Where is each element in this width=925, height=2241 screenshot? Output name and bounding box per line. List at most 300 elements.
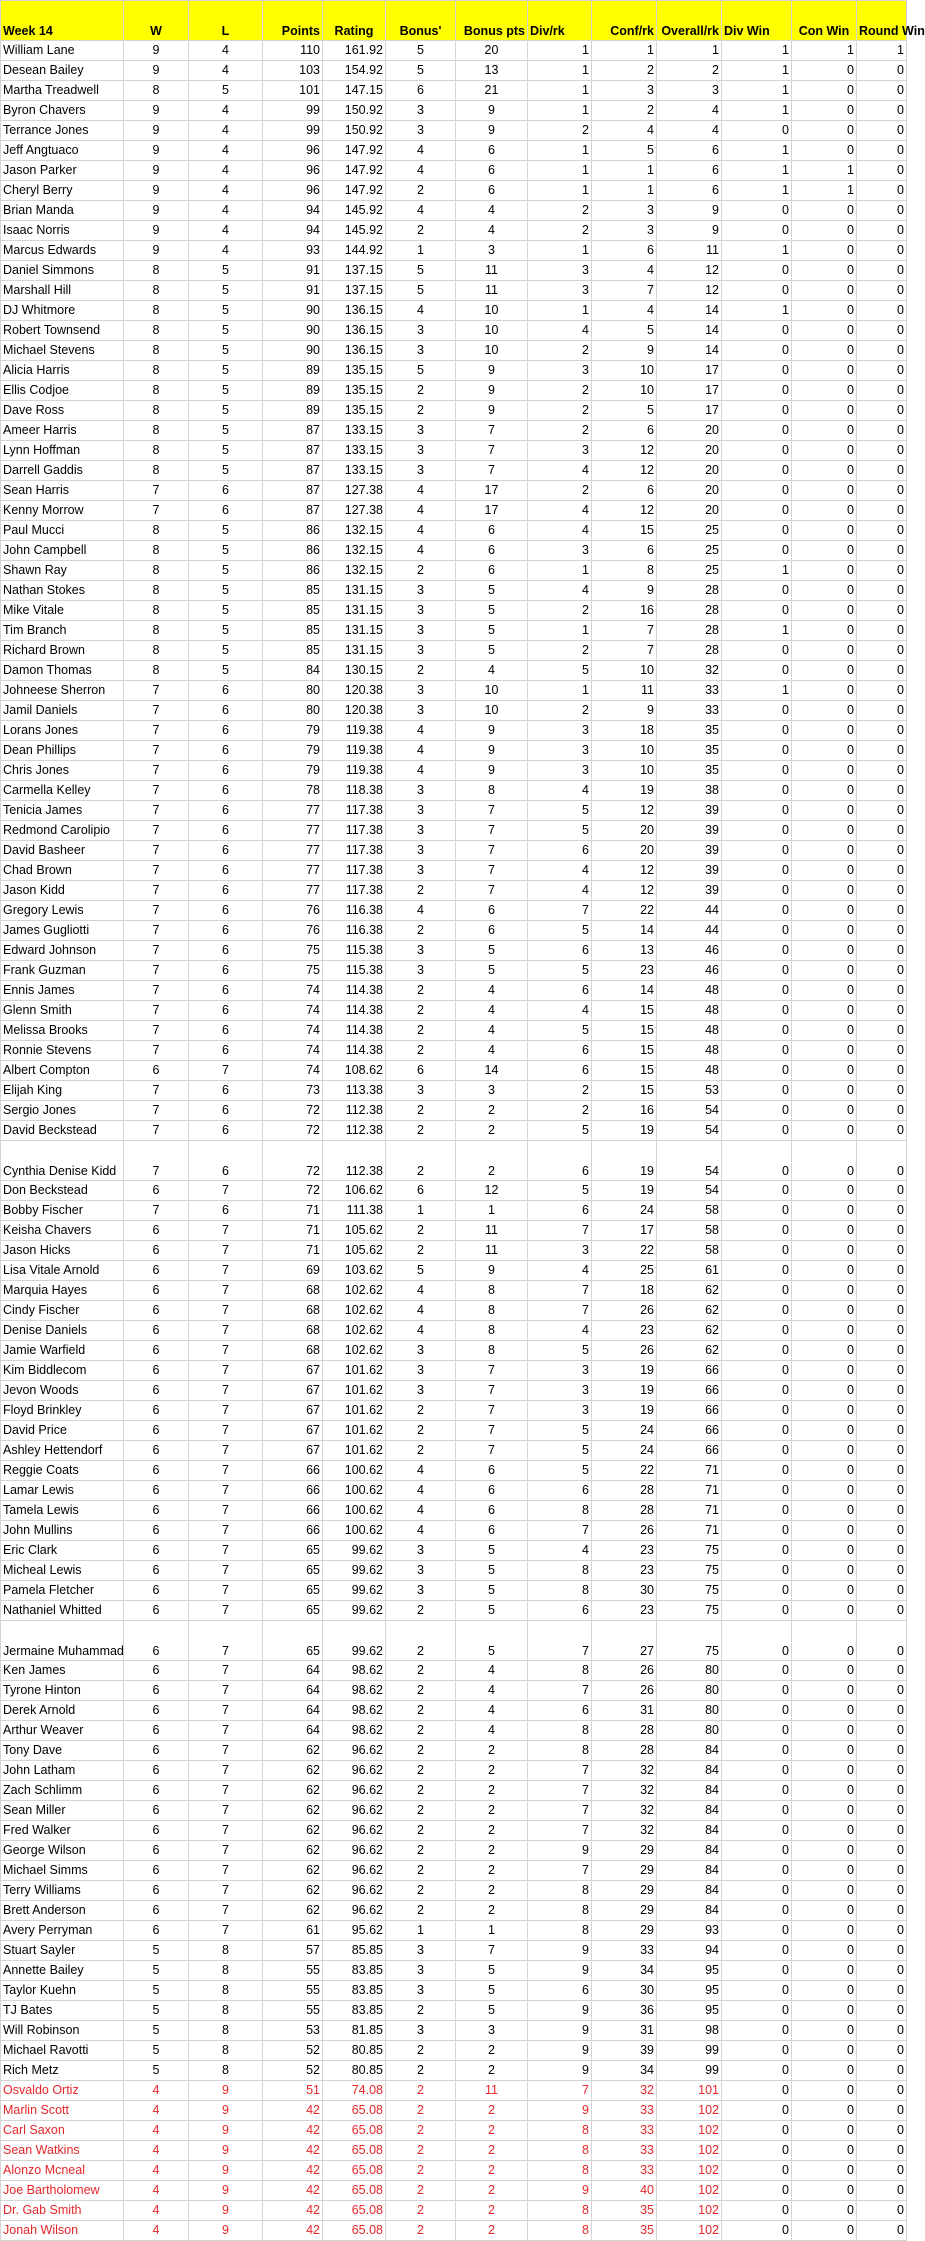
player-name[interactable]: Sergio Jones: [1, 1101, 124, 1121]
con-win-cell[interactable]: 0: [792, 1061, 857, 1081]
points-cell[interactable]: 76: [263, 921, 323, 941]
overall-rank-cell[interactable]: 71: [657, 1501, 722, 1521]
bonus-cell[interactable]: 2: [386, 1241, 456, 1261]
overall-rank-cell[interactable]: 46: [657, 961, 722, 981]
losses-cell[interactable]: 7: [189, 1921, 263, 1941]
points-cell[interactable]: 79: [263, 741, 323, 761]
rating-cell[interactable]: 96.62: [323, 1841, 386, 1861]
bonus-pts-cell[interactable]: 5: [456, 1541, 528, 1561]
player-name[interactable]: Ronnie Stevens: [1, 1041, 124, 1061]
player-name[interactable]: Arthur Weaver: [1, 1721, 124, 1741]
div-rank-cell[interactable]: 3: [528, 441, 592, 461]
round-win-cell[interactable]: 0: [857, 1141, 907, 1181]
wins-cell[interactable]: 8: [124, 661, 189, 681]
losses-cell[interactable]: 7: [189, 1781, 263, 1801]
points-cell[interactable]: 89: [263, 401, 323, 421]
rating-cell[interactable]: 132.15: [323, 521, 386, 541]
overall-rank-cell[interactable]: 39: [657, 861, 722, 881]
player-name[interactable]: Tenicia James: [1, 801, 124, 821]
points-cell[interactable]: 94: [263, 221, 323, 241]
player-name[interactable]: Fred Walker: [1, 1821, 124, 1841]
bonus-pts-cell[interactable]: 8: [456, 1321, 528, 1341]
round-win-cell[interactable]: 0: [857, 1281, 907, 1301]
div-rank-cell[interactable]: 3: [528, 281, 592, 301]
table-row[interactable]: [1, 1441, 907, 1461]
round-win-cell[interactable]: 0: [857, 1341, 907, 1361]
losses-cell[interactable]: 7: [189, 1501, 263, 1521]
div-win-cell[interactable]: 0: [722, 2221, 792, 2241]
con-win-cell[interactable]: 0: [792, 1981, 857, 2001]
bonus-cell[interactable]: 2: [386, 1681, 456, 1701]
round-win-cell[interactable]: 0: [857, 341, 907, 361]
table-row[interactable]: [1, 1941, 907, 1961]
div-rank-cell[interactable]: 8: [528, 1881, 592, 1901]
conf-rank-cell[interactable]: 28: [592, 1481, 657, 1501]
conf-rank-cell[interactable]: 24: [592, 1421, 657, 1441]
player-name[interactable]: Gregory Lewis: [1, 901, 124, 921]
div-rank-cell[interactable]: 2: [528, 601, 592, 621]
div-win-cell[interactable]: 0: [722, 1981, 792, 2001]
con-win-cell[interactable]: 0: [792, 2081, 857, 2101]
round-win-cell[interactable]: 0: [857, 1901, 907, 1921]
rating-cell[interactable]: 95.62: [323, 1921, 386, 1941]
div-rank-cell[interactable]: 6: [528, 841, 592, 861]
div-win-cell[interactable]: 0: [722, 321, 792, 341]
rating-cell[interactable]: 102.62: [323, 1341, 386, 1361]
round-win-cell[interactable]: 0: [857, 1261, 907, 1281]
wins-cell[interactable]: 4: [124, 2161, 189, 2181]
bonus-pts-cell[interactable]: 2: [456, 2121, 528, 2141]
wins-cell[interactable]: 6: [124, 1601, 189, 1621]
table-row[interactable]: [1, 441, 907, 461]
losses-cell[interactable]: 9: [189, 2141, 263, 2161]
table-row[interactable]: [1, 521, 907, 541]
rating-cell[interactable]: 101.62: [323, 1401, 386, 1421]
rating-cell[interactable]: 105.62: [323, 1221, 386, 1241]
rating-cell[interactable]: 131.15: [323, 601, 386, 621]
bonus-cell[interactable]: 2: [386, 1621, 456, 1661]
points-cell[interactable]: 55: [263, 1961, 323, 1981]
div-win-cell[interactable]: 0: [722, 1581, 792, 1601]
table-row[interactable]: [1, 1401, 907, 1421]
round-win-cell[interactable]: 0: [857, 1821, 907, 1841]
rating-cell[interactable]: 106.62: [323, 1181, 386, 1201]
points-cell[interactable]: 53: [263, 2021, 323, 2041]
div-rank-cell[interactable]: 8: [528, 2161, 592, 2181]
points-cell[interactable]: 86: [263, 521, 323, 541]
bonus-cell[interactable]: 4: [386, 201, 456, 221]
con-win-cell[interactable]: 0: [792, 1141, 857, 1181]
con-win-cell[interactable]: 0: [792, 261, 857, 281]
bonus-cell[interactable]: 3: [386, 1341, 456, 1361]
con-win-cell[interactable]: 0: [792, 741, 857, 761]
table-row[interactable]: [1, 2061, 907, 2081]
overall-rank-cell[interactable]: 35: [657, 761, 722, 781]
points-cell[interactable]: 89: [263, 381, 323, 401]
overall-rank-cell[interactable]: 14: [657, 321, 722, 341]
bonus-pts-cell[interactable]: 4: [456, 221, 528, 241]
overall-rank-cell[interactable]: 25: [657, 541, 722, 561]
bonus-pts-cell[interactable]: 5: [456, 601, 528, 621]
rating-cell[interactable]: 114.38: [323, 981, 386, 1001]
conf-rank-cell[interactable]: 25: [592, 1261, 657, 1281]
bonus-pts-cell[interactable]: 2: [456, 1121, 528, 1141]
table-row[interactable]: [1, 2021, 907, 2041]
conf-rank-cell[interactable]: 36: [592, 2001, 657, 2021]
div-win-cell[interactable]: 0: [722, 581, 792, 601]
bonus-pts-cell[interactable]: 4: [456, 201, 528, 221]
bonus-cell[interactable]: 3: [386, 421, 456, 441]
div-rank-cell[interactable]: 6: [528, 1061, 592, 1081]
round-win-cell[interactable]: 0: [857, 621, 907, 641]
wins-cell[interactable]: 8: [124, 641, 189, 661]
overall-rank-cell[interactable]: 3: [657, 81, 722, 101]
div-win-cell[interactable]: 0: [722, 1841, 792, 1861]
div-rank-cell[interactable]: 8: [528, 1741, 592, 1761]
bonus-cell[interactable]: 3: [386, 801, 456, 821]
con-win-cell[interactable]: 0: [792, 1261, 857, 1281]
overall-rank-cell[interactable]: 102: [657, 2201, 722, 2221]
table-row[interactable]: [1, 1761, 907, 1781]
conf-rank-cell[interactable]: 35: [592, 2201, 657, 2221]
conf-rank-cell[interactable]: 16: [592, 1101, 657, 1121]
div-rank-cell[interactable]: 5: [528, 921, 592, 941]
overall-rank-cell[interactable]: 95: [657, 1961, 722, 1981]
conf-rank-cell[interactable]: 1: [592, 161, 657, 181]
div-win-cell[interactable]: 0: [722, 1961, 792, 1981]
points-cell[interactable]: 65: [263, 1601, 323, 1621]
con-win-cell[interactable]: 0: [792, 541, 857, 561]
div-win-cell[interactable]: 0: [722, 901, 792, 921]
div-win-cell[interactable]: 1: [722, 301, 792, 321]
losses-cell[interactable]: 7: [189, 1341, 263, 1361]
round-win-cell[interactable]: 0: [857, 321, 907, 341]
wins-cell[interactable]: 9: [124, 181, 189, 201]
round-win-cell[interactable]: 0: [857, 1061, 907, 1081]
rating-cell[interactable]: 135.15: [323, 401, 386, 421]
table-row[interactable]: [1, 841, 907, 861]
losses-cell[interactable]: 6: [189, 1201, 263, 1221]
div-win-cell[interactable]: 0: [722, 2181, 792, 2201]
rating-cell[interactable]: 98.62: [323, 1701, 386, 1721]
losses-cell[interactable]: 4: [189, 41, 263, 61]
points-cell[interactable]: 62: [263, 1901, 323, 1921]
div-win-cell[interactable]: 0: [722, 1601, 792, 1621]
overall-rank-cell[interactable]: 38: [657, 781, 722, 801]
conf-rank-cell[interactable]: 5: [592, 401, 657, 421]
table-row[interactable]: [1, 1061, 907, 1081]
overall-rank-cell[interactable]: 35: [657, 721, 722, 741]
conf-rank-cell[interactable]: 7: [592, 621, 657, 641]
con-win-cell[interactable]: 0: [792, 701, 857, 721]
losses-cell[interactable]: 4: [189, 101, 263, 121]
rating-cell[interactable]: 119.38: [323, 721, 386, 741]
wins-cell[interactable]: 7: [124, 1041, 189, 1061]
table-row[interactable]: [1, 1461, 907, 1481]
conf-rank-cell[interactable]: 10: [592, 361, 657, 381]
wins-cell[interactable]: 8: [124, 81, 189, 101]
con-win-cell[interactable]: 0: [792, 1081, 857, 1101]
con-win-cell[interactable]: 0: [792, 1121, 857, 1141]
losses-cell[interactable]: 7: [189, 1601, 263, 1621]
bonus-pts-cell[interactable]: 2: [456, 2101, 528, 2121]
overall-rank-cell[interactable]: 80: [657, 1701, 722, 1721]
div-win-cell[interactable]: 0: [722, 1621, 792, 1661]
conf-rank-cell[interactable]: 33: [592, 2161, 657, 2181]
table-row[interactable]: [1, 2181, 907, 2201]
round-win-cell[interactable]: 0: [857, 1741, 907, 1761]
overall-rank-cell[interactable]: 39: [657, 841, 722, 861]
wins-cell[interactable]: 6: [124, 1241, 189, 1261]
conf-rank-cell[interactable]: 15: [592, 1061, 657, 1081]
wins-cell[interactable]: 7: [124, 841, 189, 861]
losses-cell[interactable]: 6: [189, 761, 263, 781]
player-name[interactable]: Floyd Brinkley: [1, 1401, 124, 1421]
bonus-cell[interactable]: 2: [386, 2001, 456, 2021]
div-rank-cell[interactable]: 5: [528, 1341, 592, 1361]
player-name[interactable]: Cynthia Denise Kidd: [1, 1141, 124, 1181]
conf-rank-cell[interactable]: 18: [592, 721, 657, 741]
div-win-cell[interactable]: 0: [722, 1741, 792, 1761]
con-win-cell[interactable]: 0: [792, 1661, 857, 1681]
rating-cell[interactable]: 120.38: [323, 681, 386, 701]
bonus-cell[interactable]: 4: [386, 1521, 456, 1541]
overall-rank-cell[interactable]: 93: [657, 1921, 722, 1941]
conf-rank-cell[interactable]: 7: [592, 281, 657, 301]
losses-cell[interactable]: 5: [189, 341, 263, 361]
wins-cell[interactable]: 6: [124, 1061, 189, 1081]
losses-cell[interactable]: 7: [189, 1701, 263, 1721]
table-row[interactable]: [1, 2221, 907, 2241]
header-losses[interactable]: L: [189, 1, 263, 41]
div-rank-cell[interactable]: 1: [528, 161, 592, 181]
div-win-cell[interactable]: 0: [722, 1181, 792, 1201]
bonus-pts-cell[interactable]: 7: [456, 1421, 528, 1441]
div-rank-cell[interactable]: 4: [528, 1001, 592, 1021]
wins-cell[interactable]: 8: [124, 401, 189, 421]
conf-rank-cell[interactable]: 12: [592, 501, 657, 521]
overall-rank-cell[interactable]: 84: [657, 1821, 722, 1841]
overall-rank-cell[interactable]: 84: [657, 1781, 722, 1801]
bonus-cell[interactable]: 2: [386, 1401, 456, 1421]
round-win-cell[interactable]: 0: [857, 1601, 907, 1621]
div-win-cell[interactable]: 0: [722, 2201, 792, 2221]
bonus-cell[interactable]: 5: [386, 281, 456, 301]
round-win-cell[interactable]: 0: [857, 1501, 907, 1521]
player-name[interactable]: Jamil Daniels: [1, 701, 124, 721]
div-win-cell[interactable]: 0: [722, 261, 792, 281]
round-win-cell[interactable]: 0: [857, 161, 907, 181]
bonus-cell[interactable]: 3: [386, 841, 456, 861]
table-row[interactable]: [1, 1001, 907, 1021]
rating-cell[interactable]: 131.15: [323, 641, 386, 661]
round-win-cell[interactable]: 0: [857, 981, 907, 1001]
points-cell[interactable]: 78: [263, 781, 323, 801]
round-win-cell[interactable]: 0: [857, 1461, 907, 1481]
con-win-cell[interactable]: 0: [792, 1321, 857, 1341]
wins-cell[interactable]: 8: [124, 521, 189, 541]
rating-cell[interactable]: 96.62: [323, 1801, 386, 1821]
overall-rank-cell[interactable]: 17: [657, 401, 722, 421]
con-win-cell[interactable]: 0: [792, 1041, 857, 1061]
player-name[interactable]: Eric Clark: [1, 1541, 124, 1561]
wins-cell[interactable]: 8: [124, 341, 189, 361]
player-name[interactable]: Jason Hicks: [1, 1241, 124, 1261]
rating-cell[interactable]: 115.38: [323, 961, 386, 981]
conf-rank-cell[interactable]: 29: [592, 1841, 657, 1861]
conf-rank-cell[interactable]: 9: [592, 581, 657, 601]
round-win-cell[interactable]: 0: [857, 641, 907, 661]
div-win-cell[interactable]: 0: [722, 861, 792, 881]
losses-cell[interactable]: 6: [189, 861, 263, 881]
round-win-cell[interactable]: 0: [857, 1541, 907, 1561]
overall-rank-cell[interactable]: 75: [657, 1601, 722, 1621]
points-cell[interactable]: 62: [263, 1841, 323, 1861]
div-rank-cell[interactable]: 4: [528, 321, 592, 341]
round-win-cell[interactable]: 0: [857, 2081, 907, 2101]
player-name[interactable]: Lisa Vitale Arnold: [1, 1261, 124, 1281]
player-name[interactable]: Jermaine Muhammad: [1, 1621, 124, 1661]
round-win-cell[interactable]: 0: [857, 521, 907, 541]
bonus-cell[interactable]: 3: [386, 641, 456, 661]
con-win-cell[interactable]: 0: [792, 581, 857, 601]
div-rank-cell[interactable]: 5: [528, 1441, 592, 1461]
bonus-pts-cell[interactable]: 7: [456, 461, 528, 481]
con-win-cell[interactable]: 0: [792, 1881, 857, 1901]
wins-cell[interactable]: 6: [124, 1421, 189, 1441]
points-cell[interactable]: 96: [263, 161, 323, 181]
conf-rank-cell[interactable]: 20: [592, 821, 657, 841]
player-name[interactable]: David Beckstead: [1, 1121, 124, 1141]
bonus-cell[interactable]: 4: [386, 901, 456, 921]
div-win-cell[interactable]: 0: [722, 1261, 792, 1281]
round-win-cell[interactable]: 0: [857, 761, 907, 781]
player-name[interactable]: Frank Guzman: [1, 961, 124, 981]
wins-cell[interactable]: 9: [124, 101, 189, 121]
div-win-cell[interactable]: 0: [722, 1101, 792, 1121]
bonus-cell[interactable]: 3: [386, 461, 456, 481]
overall-rank-cell[interactable]: 94: [657, 1941, 722, 1961]
points-cell[interactable]: 80: [263, 681, 323, 701]
table-row[interactable]: [1, 341, 907, 361]
losses-cell[interactable]: 6: [189, 681, 263, 701]
losses-cell[interactable]: 5: [189, 561, 263, 581]
rating-cell[interactable]: 135.15: [323, 361, 386, 381]
bonus-pts-cell[interactable]: 5: [456, 1961, 528, 1981]
con-win-cell[interactable]: 0: [792, 1721, 857, 1741]
player-name[interactable]: Mike Vitale: [1, 601, 124, 621]
div-rank-cell[interactable]: 1: [528, 621, 592, 641]
losses-cell[interactable]: 7: [189, 1761, 263, 1781]
losses-cell[interactable]: 4: [189, 241, 263, 261]
points-cell[interactable]: 76: [263, 901, 323, 921]
player-name[interactable]: Nathaniel Whitted: [1, 1601, 124, 1621]
header-wins[interactable]: W: [124, 1, 189, 41]
overall-rank-cell[interactable]: 4: [657, 121, 722, 141]
rating-cell[interactable]: 147.92: [323, 181, 386, 201]
overall-rank-cell[interactable]: 84: [657, 1801, 722, 1821]
points-cell[interactable]: 42: [263, 2161, 323, 2181]
points-cell[interactable]: 91: [263, 281, 323, 301]
conf-rank-cell[interactable]: 34: [592, 1961, 657, 1981]
conf-rank-cell[interactable]: 29: [592, 1901, 657, 1921]
bonus-pts-cell[interactable]: 4: [456, 1021, 528, 1041]
con-win-cell[interactable]: 0: [792, 2061, 857, 2081]
div-rank-cell[interactable]: 3: [528, 1361, 592, 1381]
con-win-cell[interactable]: 0: [792, 321, 857, 341]
player-name[interactable]: Dean Phillips: [1, 741, 124, 761]
player-name[interactable]: Taylor Kuehn: [1, 1981, 124, 2001]
overall-rank-cell[interactable]: 48: [657, 1001, 722, 1021]
losses-cell[interactable]: 7: [189, 1221, 263, 1241]
conf-rank-cell[interactable]: 3: [592, 221, 657, 241]
div-rank-cell[interactable]: 2: [528, 421, 592, 441]
rating-cell[interactable]: 85.85: [323, 1941, 386, 1961]
conf-rank-cell[interactable]: 19: [592, 1181, 657, 1201]
bonus-pts-cell[interactable]: 4: [456, 981, 528, 1001]
overall-rank-cell[interactable]: 80: [657, 1661, 722, 1681]
losses-cell[interactable]: 6: [189, 901, 263, 921]
points-cell[interactable]: 96: [263, 181, 323, 201]
table-row[interactable]: [1, 161, 907, 181]
bonus-cell[interactable]: 2: [386, 1141, 456, 1181]
rating-cell[interactable]: 80.85: [323, 2061, 386, 2081]
table-row[interactable]: [1, 1701, 907, 1721]
div-win-cell[interactable]: 0: [722, 421, 792, 441]
conf-rank-cell[interactable]: 31: [592, 2021, 657, 2041]
conf-rank-cell[interactable]: 8: [592, 561, 657, 581]
conf-rank-cell[interactable]: 6: [592, 421, 657, 441]
con-win-cell[interactable]: 0: [792, 821, 857, 841]
overall-rank-cell[interactable]: 1: [657, 41, 722, 61]
round-win-cell[interactable]: 0: [857, 541, 907, 561]
table-row[interactable]: [1, 1781, 907, 1801]
rating-cell[interactable]: 99.62: [323, 1601, 386, 1621]
conf-rank-cell[interactable]: 30: [592, 1581, 657, 1601]
table-row[interactable]: [1, 1901, 907, 1921]
con-win-cell[interactable]: 0: [792, 1421, 857, 1441]
points-cell[interactable]: 67: [263, 1421, 323, 1441]
overall-rank-cell[interactable]: 9: [657, 221, 722, 241]
table-row[interactable]: [1, 961, 907, 981]
round-win-cell[interactable]: 0: [857, 841, 907, 861]
overall-rank-cell[interactable]: 20: [657, 501, 722, 521]
player-name[interactable]: Sean Miller: [1, 1801, 124, 1821]
round-win-cell[interactable]: 0: [857, 1401, 907, 1421]
conf-rank-cell[interactable]: 32: [592, 1781, 657, 1801]
div-rank-cell[interactable]: 4: [528, 461, 592, 481]
losses-cell[interactable]: 5: [189, 521, 263, 541]
con-win-cell[interactable]: 0: [792, 781, 857, 801]
div-rank-cell[interactable]: 6: [528, 981, 592, 1001]
conf-rank-cell[interactable]: 26: [592, 1301, 657, 1321]
overall-rank-cell[interactable]: 58: [657, 1201, 722, 1221]
wins-cell[interactable]: 8: [124, 441, 189, 461]
wins-cell[interactable]: 7: [124, 801, 189, 821]
div-win-cell[interactable]: 0: [722, 701, 792, 721]
div-win-cell[interactable]: 0: [722, 1121, 792, 1141]
rating-cell[interactable]: 145.92: [323, 201, 386, 221]
overall-rank-cell[interactable]: 12: [657, 261, 722, 281]
table-row[interactable]: [1, 781, 907, 801]
div-win-cell[interactable]: 0: [722, 841, 792, 861]
div-rank-cell[interactable]: 2: [528, 1101, 592, 1121]
points-cell[interactable]: 87: [263, 421, 323, 441]
div-rank-cell[interactable]: 6: [528, 1981, 592, 2001]
losses-cell[interactable]: 8: [189, 2041, 263, 2061]
bonus-pts-cell[interactable]: 2: [456, 1841, 528, 1861]
rating-cell[interactable]: 144.92: [323, 241, 386, 261]
